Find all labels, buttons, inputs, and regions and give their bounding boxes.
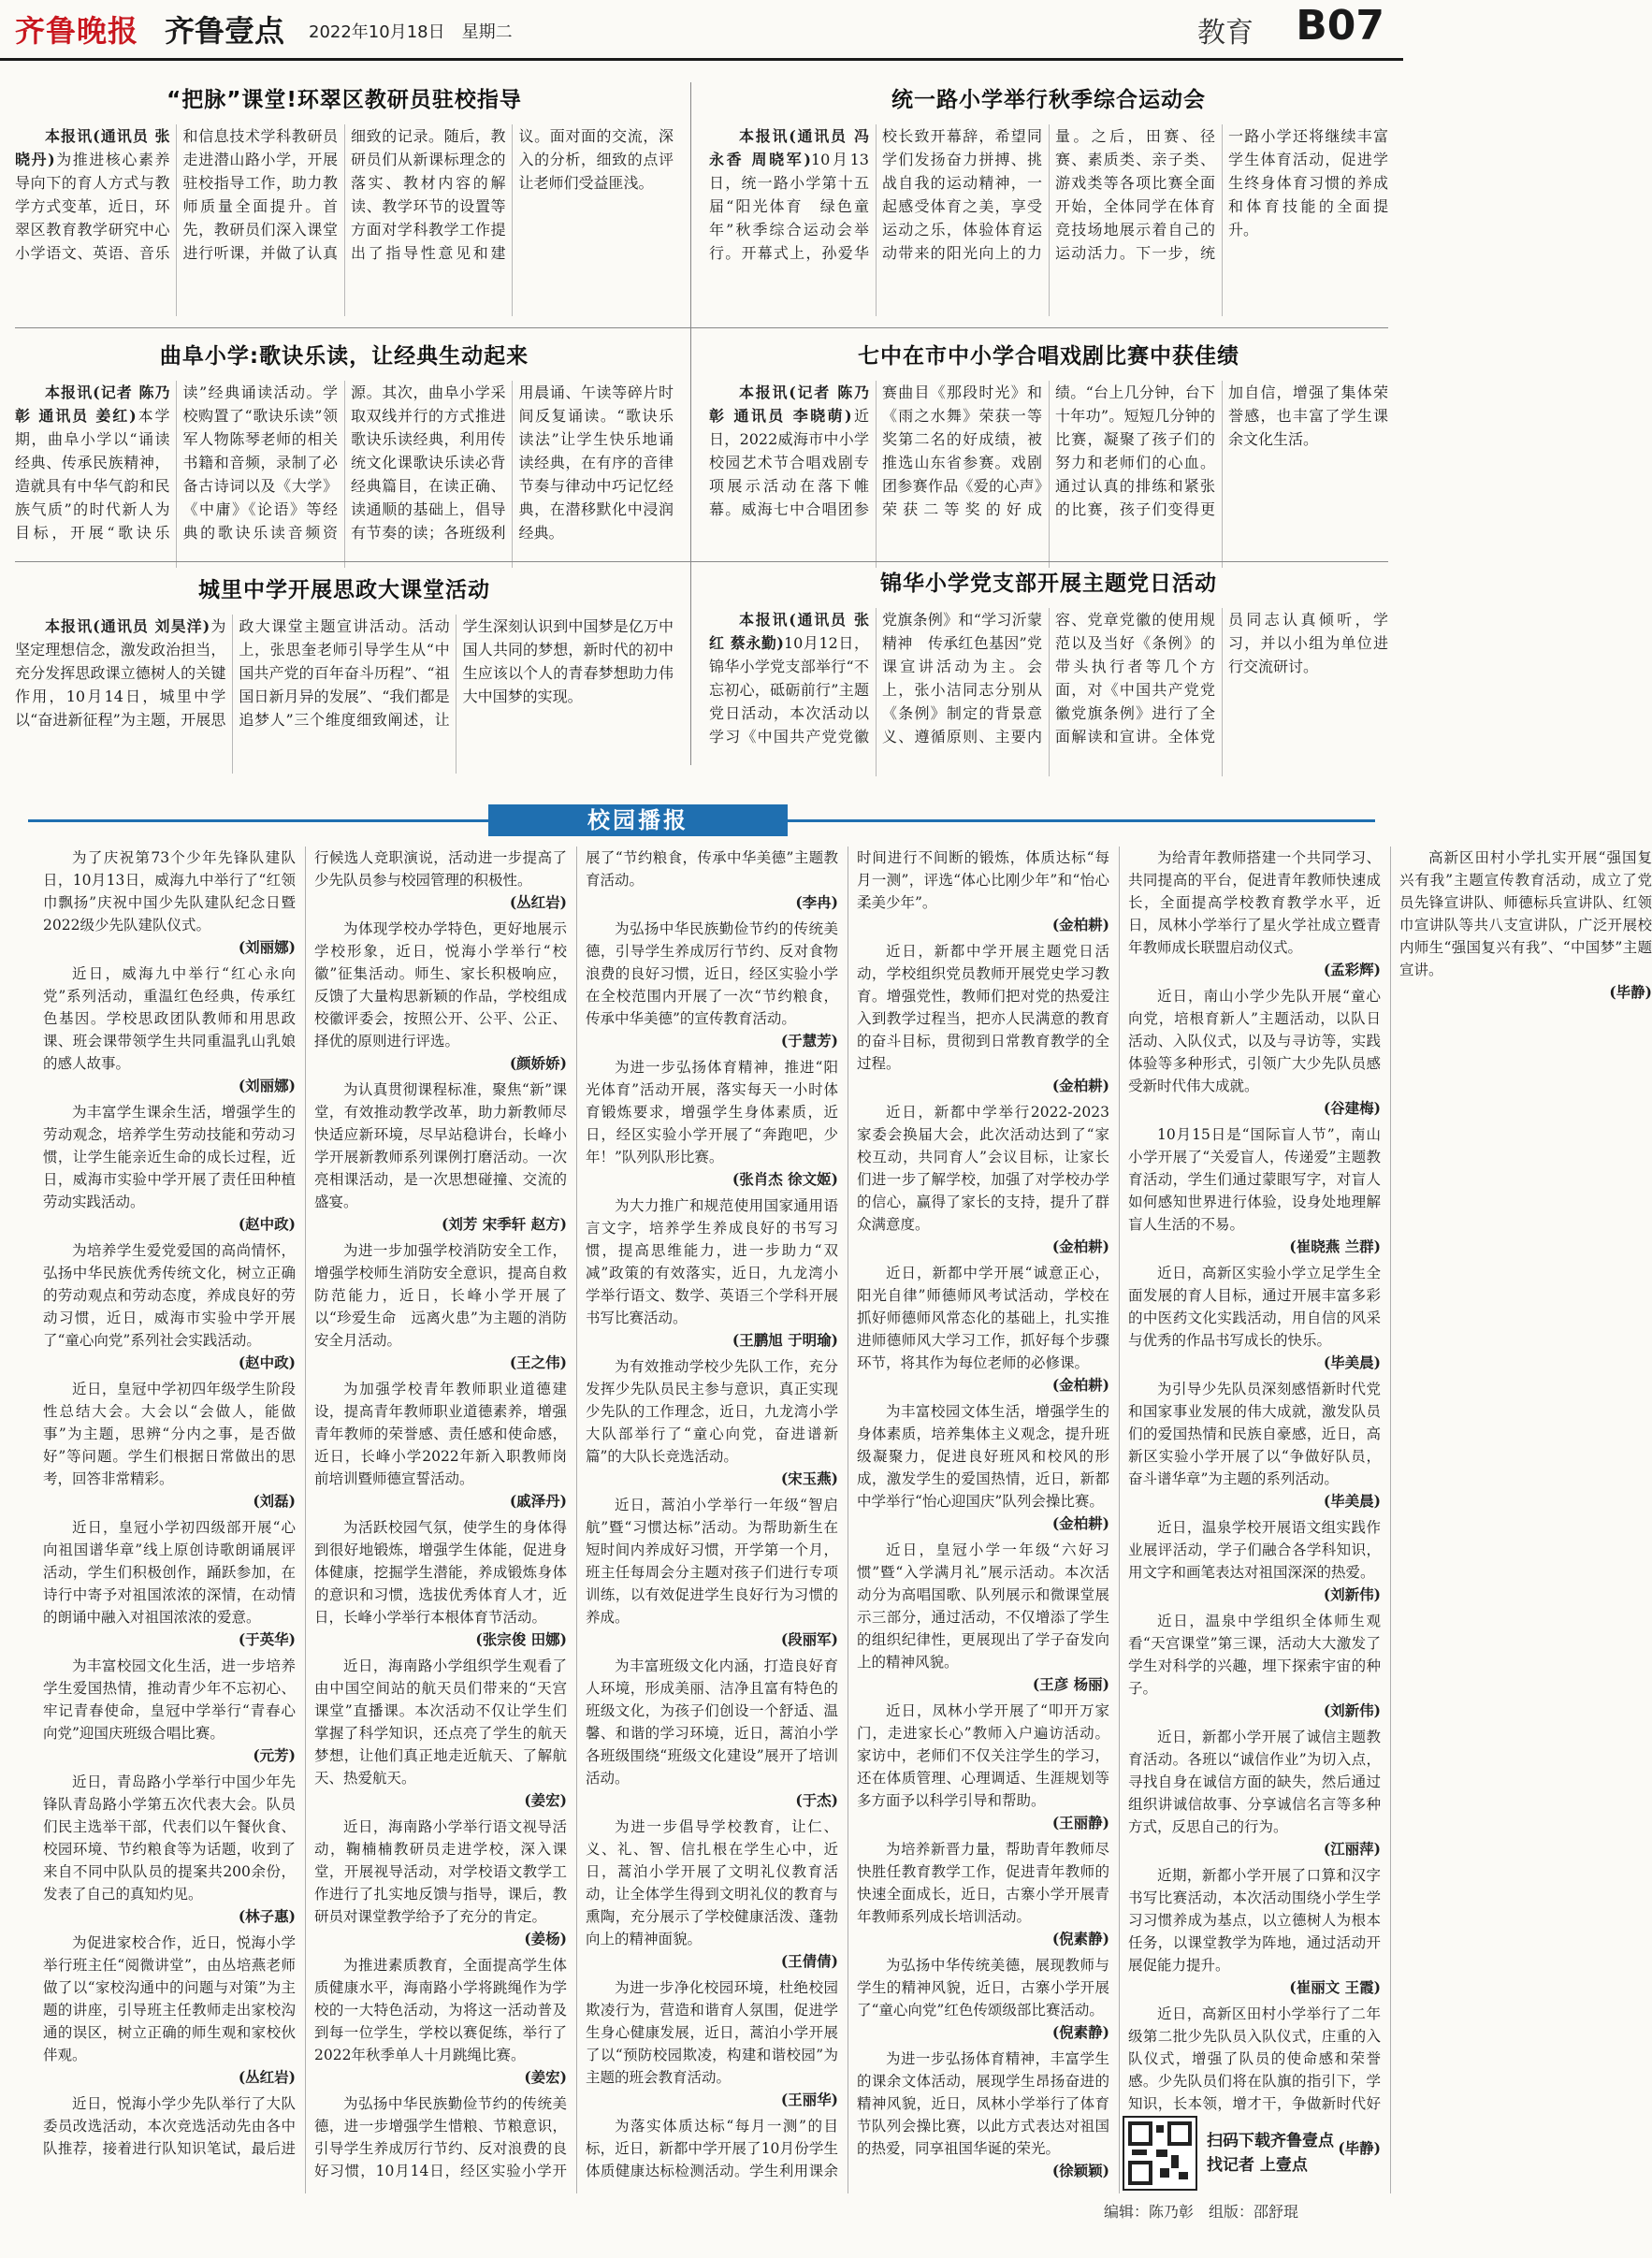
- brief-text: 为培养学生爱党爱国的高尚情怀，弘扬中华民族优秀传统文化，树立正确的劳动观点和劳动态度，养成良好的劳动习惯，近日，威海市实验中学开展了“童心向党”系列社会实践活动。: [43, 1242, 296, 1349]
- brief-item: [1128, 1262, 1381, 1374]
- brief-text: 为丰富校园文化生活，进一步培养学生爱国热情，推动青少年不忘初心、牢记青春使命，皇冠中学举行“青春心向党”迎国庆班级合唱比赛。: [43, 1657, 296, 1742]
- article-qufu: [15, 339, 674, 568]
- brief-author: (毕静): [1609, 983, 1652, 1001]
- brief-author: (毕美晨): [1323, 1492, 1381, 1510]
- brief-author: (江丽萍): [1323, 1840, 1381, 1858]
- brief-text: 近日，南山小学少先队开展“童心向党，培根育新人”主题活动，以队日活动、入队仪式，以及与寻访等，实践体验等多种形式，引领广大少先队员感受新时代伟大成就。: [1128, 988, 1381, 1094]
- article-body: [15, 124, 674, 316]
- qr-caption: [1207, 2129, 1334, 2178]
- masthead: [0, 0, 1403, 61]
- brief-item: [586, 918, 838, 1052]
- brief-text: 近日，蒿泊小学举行一年级“智启航”暨“习惯达标”活动。为帮助新生在短时间内养成好习惯，开学第一个月，班主任每周会分主题对孩子们进行专项训练，以有效促进学生良好行为习惯的养成。: [586, 1497, 838, 1626]
- brief-item: [857, 1400, 1109, 1535]
- brief-author: (王彦 杨丽): [1032, 1675, 1109, 1693]
- brief-item: [1128, 1378, 1381, 1513]
- brief-author: (崔晓燕 兰群): [1289, 1238, 1381, 1255]
- brief-text: 近日，皇冠中学初四年级学生阶段性总结大会。大会以“会做人，能做事”为主题，思辨“分内之事，是否做好”等问题。学生们根据日常做出的思考，回答非常精彩。: [43, 1381, 296, 1487]
- brief-author: (张肖杰 徐文姬): [732, 1170, 838, 1188]
- brief-author: (倪素静): [1051, 2023, 1109, 2041]
- brief-text: 为活跃校园气氛，使学生的身体得到很好地锻炼，增强学生体能，促进身体健康，挖掘学生潜能，养成锻炼身体的意识和习惯，选拔优秀体育人才，近日，长峰小学举行本根体育节活动。: [314, 1519, 567, 1626]
- brief-item: [857, 1954, 1109, 2044]
- brief-item: [314, 1378, 567, 1513]
- article-title: 统一路小学举行秋季综合运动会: [891, 88, 1206, 112]
- brief-item: [314, 1954, 567, 2089]
- article-byline: 本报讯(通讯员 张红 蔡永勤): [709, 611, 869, 652]
- brief-text: 为体现学校办学特色，更好地展示学校形象，近日，悦海小学举行“校徽”征集活动。师生、家长积极响应，反馈了大量构思新颖的作品，学校组成校徽评委会，按照公开、公平、公正、择优的原则进行评选。: [314, 920, 567, 1049]
- brief-text: 为进一步加强学校消防安全工作，增强学校师生消防安全意识，提高自救防范能力，近日，长峰小学开展了以“珍爱生命 远离火患”为主题的消防安全月活动。: [314, 1242, 567, 1349]
- brief-author: (林子惠): [238, 1907, 296, 1925]
- brief-item: [43, 1378, 296, 1513]
- brief-text: 为给青年教师搭建一个共同学习、共同提高的平台，促进青年教师快速成长，全面提高学校教育教学水平，近日，凤林小学举行了星火学社成立暨青年教师成长联盟启动仪式。: [1128, 849, 1381, 956]
- article-jinhua: [709, 566, 1388, 776]
- brief-text: 近日，海南路小学组织学生观看了由中国空间站的航天员们带来的“天宫课堂”直播课。本次活动不仅让学生们掌握了科学知识，还点亮了学生的航天梦想，让他们真正地走近航天、了解航天、热爱航天。: [314, 1657, 567, 1787]
- article-body: [15, 381, 674, 568]
- brief-text: 近日，温泉中学组织全体师生观看“天宫课堂”第三课，活动大大激发了学生对科学的兴趣，埋下探索宇宙的种子。: [1128, 1613, 1381, 1697]
- banner-title: 校园播报: [488, 804, 788, 836]
- article-text: 10月13日，统一路小学第十五届“阳光体育 绿色童年”秋季综合运动会举行。开幕式上，孙爱华校长致开幕辞，希望同学们发扬奋力拼搏、挑战自我的运动精神，一起感受体育之美，享受运动之乐，体验体育运动带来的阳光向上的力量。之后，田赛、径赛、素质类、亲子类、游戏类等各项比赛全面开始，全体同学在体育竞技场地展示着自己的运动活力。下一步，统一路小学还将继续丰富学生体育活动，促进学生终身体育习惯的养成和体育技能的全面提升。: [709, 127, 1388, 262]
- brief-author: (于杰): [795, 1791, 838, 1809]
- news-briefs: [43, 847, 1652, 2193]
- brief-text: 近日，新都小学开展了诚信主题教育活动。各班以“诚信作业”为切入点，寻找自身在诚信方面的缺失，然后通过组织讲诚信故事、分享诚信名言等多种方式，反思自己的行为。: [1128, 1729, 1381, 1835]
- brief-item: [586, 1816, 838, 1973]
- article-title: 锦华小学党支部开展主题党日活动: [880, 572, 1217, 596]
- brief-item: [1128, 847, 1381, 981]
- brief-item: [586, 1194, 838, 1352]
- brief-author: (金柏耕): [1051, 1238, 1109, 1255]
- brief-item: [43, 963, 296, 1097]
- brief-text: 为有效推动学校少先队工作，充分发挥少先队员民主参与意识，真正实现少先队的工作理念，近日，九龙湾小学大队部举行了“童心向党，奋进谱新篇”的大队长竞选活动。: [586, 1358, 838, 1465]
- brief-author: (刘磊): [253, 1492, 296, 1510]
- brief-text: 近日，高新区田村小学举行了二年级第二批少先队员入队仪式，庄重的入队仪式，增强了队员的使命感和荣誉感。少先队员们将在队旗的指引下，学知识，长本领，增才干，争做新时代好: [1128, 2005, 1381, 2112]
- brief-author: (于慧芳): [780, 1032, 838, 1049]
- brief-author: (张宗俊 田娜): [475, 1630, 567, 1648]
- brief-author: (于英华): [238, 1630, 296, 1648]
- brief-text: 近日，温泉学校开展语文组实践作业展评活动，学子们融合各学科知识，用文字和画笔表达对祖国深深的热爱。: [1128, 1519, 1381, 1581]
- qr-caption-line1: 扫码下载齐鲁壹点: [1207, 2132, 1334, 2150]
- brief-text: 高新区田村小学扎实开展“强国复兴有我”主题宣传教育活动，成立了党员先锋宣讲队、师德标兵宣讲队、红领巾宣讲队等共八支宣讲队，广泛开展校内师生“强国复兴有我”、“中国梦”主题宣讲。: [1399, 849, 1652, 978]
- brief-author: (姜宏): [524, 2068, 567, 2086]
- brief-text: 为培养新晋力量，帮助青年教师尽快胜任教育教学工作，促进青年教师的快速全面成长，近日，古寨小学开展青年教师系列成长培训活动。: [857, 1841, 1109, 1925]
- article-title: 七中在市中小学合唱戏剧比赛中获佳绩: [858, 344, 1239, 369]
- article-text: 近日，2022威海市中小学校园艺术节合唱戏剧专项展示活动在落下帷幕。威海七中合唱团参赛曲目《那段时光》和《雨之水舞》荣获一等奖第二名的好成绩，被推选山东省参赛。戏剧团参赛作品《爱的心声》荣获二等奖的好成绩。“台上几分钟，台下十年功”。短短几分钟的比赛，凝聚了孩子们的努力和老师们的心血。通过认真的排练和紧张的比赛，孩子们变得更加自信，增强了集体荣誉感，也丰富了学生课余文化生活。: [709, 384, 1388, 518]
- brief-text: 为丰富班级文化内涵，打造良好育人环境，形成美丽、洁净且富有特色的班级文化，为孩子们创设一个舒适、温馨、和谐的学习环境，近日，蒿泊小学各班级围绕“班级文化建设”展开了培训活动。: [586, 1657, 838, 1787]
- article-byline: 本报讯(记者 陈乃彰 通讯员 李晓萌): [709, 384, 869, 425]
- brief-author: (王鹏旭 于明瑜): [732, 1331, 838, 1349]
- brief-author: (丛红岩): [509, 893, 567, 911]
- article-huancui: [15, 82, 674, 316]
- article-text: 10月12日，锦华小学党支部举行“不忘初心，砥砺前行”主题党日活动，本次活动以学习《中国共产党党徽党旗条例》和“学习沂蒙精神 传承红色基因”党课宣讲活动为主。会上，张小洁同志分别从《条例》制定的背景意义、遵循原则、主要内容、党章党徽的使用规范以及当好《条例》的带头执行者等几个方面，对《中国共产党党徽党旗条例》进行了全面解读和宣讲。全体党员同志认真倾听，学习，并以小组为单位进行交流研讨。: [709, 611, 1388, 745]
- brief-item: [314, 1655, 567, 1812]
- brief-item: [1128, 985, 1381, 1120]
- article-body: [15, 615, 674, 774]
- brief-author: (刘丽娜): [238, 1077, 296, 1094]
- article-body: [709, 608, 1388, 776]
- brief-text: 为引导少先队员深刻感悟新时代党和国家事业发展的伟大成就，激发队员们的爱国热情和民族自豪感，近日，高新区实验小学开展了以“争做好队员，奋斗谱华章”为主题的系列活动。: [1128, 1381, 1381, 1487]
- brief-text: 为丰富学生课余生活，增强学生的劳动观念，培养学生劳动技能和劳动习惯，让学生能亲近生命的成长过程，近日，威海市实验中学开展了责任田种植劳动实践活动。: [43, 1104, 296, 1210]
- brief-item: [1128, 1864, 1381, 1999]
- brief-text: 近期，新都小学开展了口算和汉字书写比赛活动，本次活动围绕小学生学习习惯养成为基点，以立德树人为根本任务，以课堂教学为阵地，通过活动开展促能力提升。: [1128, 1867, 1381, 1974]
- brief-author: (金柏耕): [1051, 1514, 1109, 1532]
- article-title: 城里中学开展思政大课堂活动: [198, 578, 490, 602]
- article-byline: 本报讯(通讯员 刘昊洋): [45, 617, 210, 635]
- article-text: 为坚定理想信念，激发政治担当，充分发挥思政课立德树人的关键作用，10月14日，城里中学以“奋进新征程”为主题，开展思政大课堂主题宣讲活动。活动上，张思奎老师引导学生从“中国共产党的百年奋斗历程”、“祖国日新月异的发展”、“我们都是追梦人”三个维度细致阐述，让学生深刻认识到中国梦是亿万中国人共同的梦想，新时代的初中生应该以个人的青春梦想助力伟大中国梦的实现。: [15, 617, 674, 729]
- brief-author: (元芳): [253, 1746, 296, 1764]
- brief-text: 为促进家校合作，近日，悦海小学举行班主任“阅微讲堂”，由丛培燕老师做了以“家校沟通中的问题与对策”为主题的讲座，引导班主任教师走出家校沟通的误区，树立正确的师生观和家校伙伴观。: [43, 1934, 296, 2063]
- brief-item: [586, 1494, 838, 1651]
- brief-author: (姜宏): [524, 1791, 567, 1809]
- brief-author: (李冉): [795, 893, 838, 911]
- article-tongyilu: [709, 82, 1388, 316]
- page-number: B07: [1296, 2, 1384, 50]
- column-divider: [690, 82, 691, 765]
- brief-item: [43, 1516, 296, 1651]
- brief-item: [857, 1838, 1109, 1950]
- brief-author: (刘新伟): [1323, 1701, 1381, 1719]
- brief-text: 近日，新都中学开展“诚意正心，阳光自律”师德师风考试活动，学校在抓好师德师风常态化的基础上，扎实推进师德师风大学习工作，抓好每个步骤环节，将其作为每位老师的必修课。: [857, 1265, 1109, 1371]
- brief-item: [586, 1056, 838, 1191]
- article-byline: 本报讯(通讯员 冯永香 周晓军): [709, 127, 869, 168]
- brief-text: 为丰富校园文体生活，增强学生的身体素质，培养集体主义观念，提升班级凝聚力，促进良好班风和校风的形成，激发学生的爱国热情，近日，新都中学举行“怡心迎国庆”队列会操比赛。: [857, 1403, 1109, 1510]
- brief-author: (王之伟): [509, 1353, 567, 1371]
- brief-author: (姜杨): [524, 1930, 567, 1947]
- app-logo: 齐鲁壹点: [165, 13, 285, 49]
- brief-author: (刘芳 宋季轩 赵方): [442, 1215, 567, 1233]
- qr-code-icon: [1123, 2116, 1197, 2191]
- brief-author: (赵中政): [238, 1215, 296, 1233]
- brief-item: [857, 1262, 1109, 1397]
- brief-text: 为大力推广和规范使用国家通用语言文字，培养学生养成良好的书写习惯，提高思维能力，进一步助力“双减”政策的有效落实，近日，九龙湾小学举行语文、数学、英语三个学科开展书写比赛活动。: [586, 1197, 838, 1326]
- brief-item: [314, 1078, 567, 1236]
- brief-text: 近日，青岛路小学举行中国少年先锋队青岛路小学第五次代表大会。队员们民主选举干部，代表们以午餐伙食、校园环境、节约粮食等为话题，收到了来自不同中队队员的提案共200余份，发表了自己的真知灼见。: [43, 1773, 296, 1903]
- brief-author: (金柏耕): [1051, 1077, 1109, 1094]
- brief-item: [314, 1239, 567, 1374]
- article-body: [709, 381, 1388, 568]
- brief-text: 为进一步弘扬体育精神，推进“阳光体育”活动开展，落实每天一小时体育锻炼要求，增强学生身体素质，近日，经区实验小学开展了“奔跑吧，少年！”队列队形比赛。: [586, 1059, 838, 1165]
- brief-text: 近日，威海九中举行“红心永向党”系列活动，重温红色经典，传承红色基因。学校思政团队教师和用思政课、班会课带领学生共同重温乳山乳娘的感人故事。: [43, 965, 296, 1072]
- brief-text: 近日，新都中学举行2022-2023家委会换届大会，此次活动达到了“家校互动，共同育人”会议目标，让家长们进一步了解学校，加强了对学校办学的信心，赢得了家长的支持，提升了群众满意度。: [857, 1104, 1109, 1233]
- brief-item: [857, 1101, 1109, 1258]
- brief-text: 为进一步倡导学校教育，让仁、义、礼、智、信扎根在学生心中，近日，蒿泊小学开展了文明礼仪教育活动，让全体学生得到文明礼仪的教育与熏陶，充分展示了学校健康活泼、蓬勃向上的精神面貌。: [586, 1818, 838, 1947]
- brief-text: 近日，皇冠小学初四级部开展“心向祖国谱华章”线上原创诗歌朗诵展评活动，学生们积极创作，踊跃参加，在诗行中寄予对祖国浓浓的深情，在动情的朗诵中融入对祖国浓浓的爱意。: [43, 1519, 296, 1626]
- brief-text: 近日，高新区实验小学立足学生全面发展的育人目标，通过开展丰富多彩的中医药文化实践活动，用自信的风采与优秀的作品书写成长的快乐。: [1128, 1265, 1381, 1349]
- brief-item: [314, 918, 567, 1075]
- brief-author: (徐颖颖): [1051, 2162, 1109, 2179]
- article-body: [709, 124, 1388, 316]
- brief-text: 为了庆祝第73个少年先锋队建队日，10月13日，威海九中举行了“红领巾飘扬”庆祝中国少先队建队纪念日暨2022级少先队建队仪式。: [43, 849, 296, 934]
- brief-item: [43, 1655, 296, 1767]
- brief-author: (毕静): [1338, 2139, 1381, 2157]
- brief-author: (崔丽文 王霞): [1289, 1978, 1381, 1996]
- brief-author: (王倩倩): [780, 1952, 838, 1970]
- brief-author: (段丽军): [780, 1630, 838, 1648]
- article-byline: 本报讯(记者 陈乃彰 通讯员 姜红): [15, 384, 170, 425]
- brief-item: [314, 1816, 567, 1950]
- brief-item: [586, 1655, 838, 1812]
- article-qizhong: [709, 339, 1388, 568]
- brief-author: (刘新伟): [1323, 1585, 1381, 1603]
- campus-broadcast-banner: [28, 804, 1375, 836]
- brief-item: [857, 1700, 1109, 1834]
- brief-text: 为进一步净化校园环境，杜绝校园欺凌行为，营造和谐育人氛围，促进学生身心健康发展，近日，蒿泊小学开展了以“预防校园欺凌，构建和谐校园”为主题的班会教育活动。: [586, 1979, 838, 2086]
- brief-text: 为弘扬中华民族勤俭节约的传统美德，引导学生养成厉行节约、反对食物浪费的良好习惯，近日，经区实验小学在全校范围内开展了一次“节约粮食，传承中华美德”的宣传教育活动。: [586, 920, 838, 1027]
- brief-text: 10月15日是“国际盲人节”，南山小学开展了“关爱盲人，传递爱”主题教育活动，学生们通过蒙眼写字，对盲人如何感知世界进行体验，设身处地理解盲人生活的不易。: [1128, 1126, 1381, 1233]
- row-divider: [15, 327, 1388, 328]
- brief-item: [586, 1976, 838, 2111]
- brief-item: [43, 1932, 296, 2089]
- newspaper-logo: 齐鲁晚报: [15, 13, 139, 49]
- brief-text: 近日，新都中学开展主题党日活动，学校组织党员教师开展党史学习教育。增强党性，教师们把对党的热爱注入到教学过程当，把亦人民满意的教育的奋斗目标，贯彻到日常教育教学的全过程。: [857, 943, 1109, 1072]
- brief-author: (谷建梅): [1323, 1099, 1381, 1117]
- brief-author: (毕美晨): [1323, 1353, 1381, 1371]
- row-divider: [15, 561, 1388, 562]
- brief-item: [1399, 847, 1652, 1004]
- brief-item: [43, 1771, 296, 1928]
- brief-text: 为弘扬中华传统美德，展现教师与学生的精神风貌，近日，古寨小学开展了“童心向党”红色传颂级部比赛活动。: [857, 1957, 1109, 2019]
- brief-author: (金柏耕): [1051, 916, 1109, 934]
- brief-author: (赵中政): [238, 1353, 296, 1371]
- brief-item: [1128, 1610, 1381, 1722]
- brief-item: [857, 1539, 1109, 1696]
- brief-author: (宋玉燕): [780, 1469, 838, 1487]
- article-text: 本学期，曲阜小学以“诵读经典、传承民族精神，造就具有中华气韵和民族气质”的时代新人为目标，开展“歌诀乐读”经典诵读活动。学校购置了“歌诀乐读”领军人物陈琴老师的相关书籍和音频，录制了必备古诗词以及《大学》《中庸》《论语》等经典的歌诀乐读音频资源。其次，曲阜小学采取双线并行的方式推进歌诀乐读经典，利用传统文化课歌诀乐读必背经典篇目，在读正确、读通顺的基础上，倡导有节奏的读；各班级利用晨诵、午读等碎片时间反复诵读。“歌诀乐读法”让学生快乐地诵读经典，在有序的音律节奏与律动中巧记忆经典，在潜移默化中浸润经典。: [15, 384, 674, 542]
- brief-item: [43, 1101, 296, 1236]
- brief-text: 为加强学校青年教师职业道德建设，提高青年教师职业道德素养，增强青年教师的荣誉感、责任感和使命感，近日，长峰小学2022年新入职教师岗前培训暨师德宣誓活动。: [314, 1381, 567, 1487]
- brief-text: 为落实体质达标“每月一测”的目标，近日，新都中学开展了10月份学生体质健康达标检测活动。学生利用课余时间进行不间断的锻炼，体质达标“每月一测”，评选“体心比刚少年”和“怡心柔美少年”。: [586, 849, 1109, 2179]
- brief-author: (颜娇娇): [509, 1054, 567, 1072]
- brief-author: (金柏耕): [1051, 1376, 1109, 1394]
- brief-item: [43, 1239, 296, 1374]
- brief-author: (戚泽丹): [509, 1492, 567, 1510]
- brief-author: (王丽华): [780, 2091, 838, 2108]
- brief-author: (丛红岩): [238, 2068, 296, 2086]
- section-name: 教育: [1197, 17, 1253, 50]
- brief-item: [857, 2048, 1109, 2182]
- brief-text: 为进一步弘扬体育精神，丰富学生的课余文体活动，展现学生昂扬奋进的精神风貌，近日，凤林小学举行了体育节队列会操比赛，以此方式表达对祖国的热爱，同享祖国华诞的荣光。: [857, 2050, 1109, 2157]
- article-title: “把脉”课堂!环翠区教研员驻校指导: [167, 88, 522, 112]
- article-text: 为推进核心素养导向下的育人方式与教学方式变革，近日，环翠区教育教学研究中心小学语文、英语、音乐和信息技术学科教研员走进潜山路小学，开展驻校指导工作，助力教师质量全面提升。首先，教研员们深入课堂进行听课，并做了认真细致的记录。随后，教研员们从新课标理念的落实、教材内容的解读、教学环节的设置等方面对学科教学工作提出了指导性意见和建议。面对面的交流，深入的分析，细致的点评让老师们受益匪浅。: [15, 127, 674, 262]
- brief-text: 近日，海南路小学举行语文视导活动，鞠楠楠教研员走进学校，深入课堂，开展视导活动，对学校语文教学工作进行了扎实地反馈与指导，课后，教研员对课堂教学给予了充分的肯定。: [314, 1818, 567, 1925]
- brief-item: [586, 1355, 838, 1490]
- brief-author: (孟彩辉): [1323, 961, 1381, 978]
- brief-text: 为弘扬中华民族勤俭节约的传统美德，进一步增强学生惜粮、节粮意识，引导学生养成厉行节约、反对浪费的良好习惯，10月14日，经区实验小学开展了“节约粮食，传承中华美德”主题教育活动。: [314, 849, 838, 2179]
- article-chengli: [15, 572, 674, 774]
- brief-item: [43, 847, 296, 959]
- brief-item: [857, 940, 1109, 1097]
- brief-item: [1128, 1123, 1381, 1258]
- brief-author: (王丽静): [1051, 1814, 1109, 1831]
- brief-author: (刘丽娜): [238, 938, 296, 956]
- brief-item: [314, 1516, 567, 1651]
- issue-date: 2022年10月18日 星期二: [309, 22, 513, 42]
- article-title: 曲阜小学:歌诀乐读，让经典生动起来: [159, 344, 529, 369]
- brief-item: [1128, 1726, 1381, 1860]
- brief-author: (倪素静): [1051, 1930, 1109, 1947]
- article-byline: 本报讯(通讯员 张晓丹): [15, 127, 170, 168]
- brief-text: 为认真贯彻课程标准，聚焦“新”课堂，有效推动教学改革，助力新教师尽快适应新环境，尽早站稳讲台，长峰小学开展新教师系列课例打磨活动。一次亮相课活动，是一次思想碰撞、交流的盛宴。: [314, 1081, 567, 1210]
- brief-text: 近日，凤林小学开展了“叩开万家门，走进家长心”教师入户遍访活动。家访中，老师们不仅关注学生的学习，还在体质管理、心理调适、生涯规划等多方面予以科学引导和帮助。: [857, 1702, 1109, 1809]
- brief-text: 为推进素质教育，全面提高学生体质健康水平，海南路小学将跳绳作为学校的一大特色活动，为将这一活动普及到每一位学生，学校以赛促练，举行了2022年秋季单人十月跳绳比赛。: [314, 1957, 567, 2063]
- brief-text: 近日，悦海小学少先队举行了大队委员改选活动，本次竞选活动先由各中队推荐，接着进行队知识笔试，最后进行候选人竞职演说，活动进一步提高了少先队员参与校园管理的积极性。: [43, 849, 567, 2157]
- qr-caption-line2: 找记者 上壹点: [1207, 2156, 1308, 2175]
- brief-text: 近日，皇冠小学一年级“六好习惯”暨“入学满月礼”展示活动。本次活动分为高唱国歌、队列展示和微课堂展示三部分，通过活动，不仅增添了学生的组织纪律性，更展现出了学子奋发向上的精神风貌。: [857, 1542, 1109, 1671]
- brief-item: [1128, 1516, 1381, 1606]
- editor-credit: 编辑：陈乃彰 组版：邵舒琨: [1104, 2203, 1299, 2221]
